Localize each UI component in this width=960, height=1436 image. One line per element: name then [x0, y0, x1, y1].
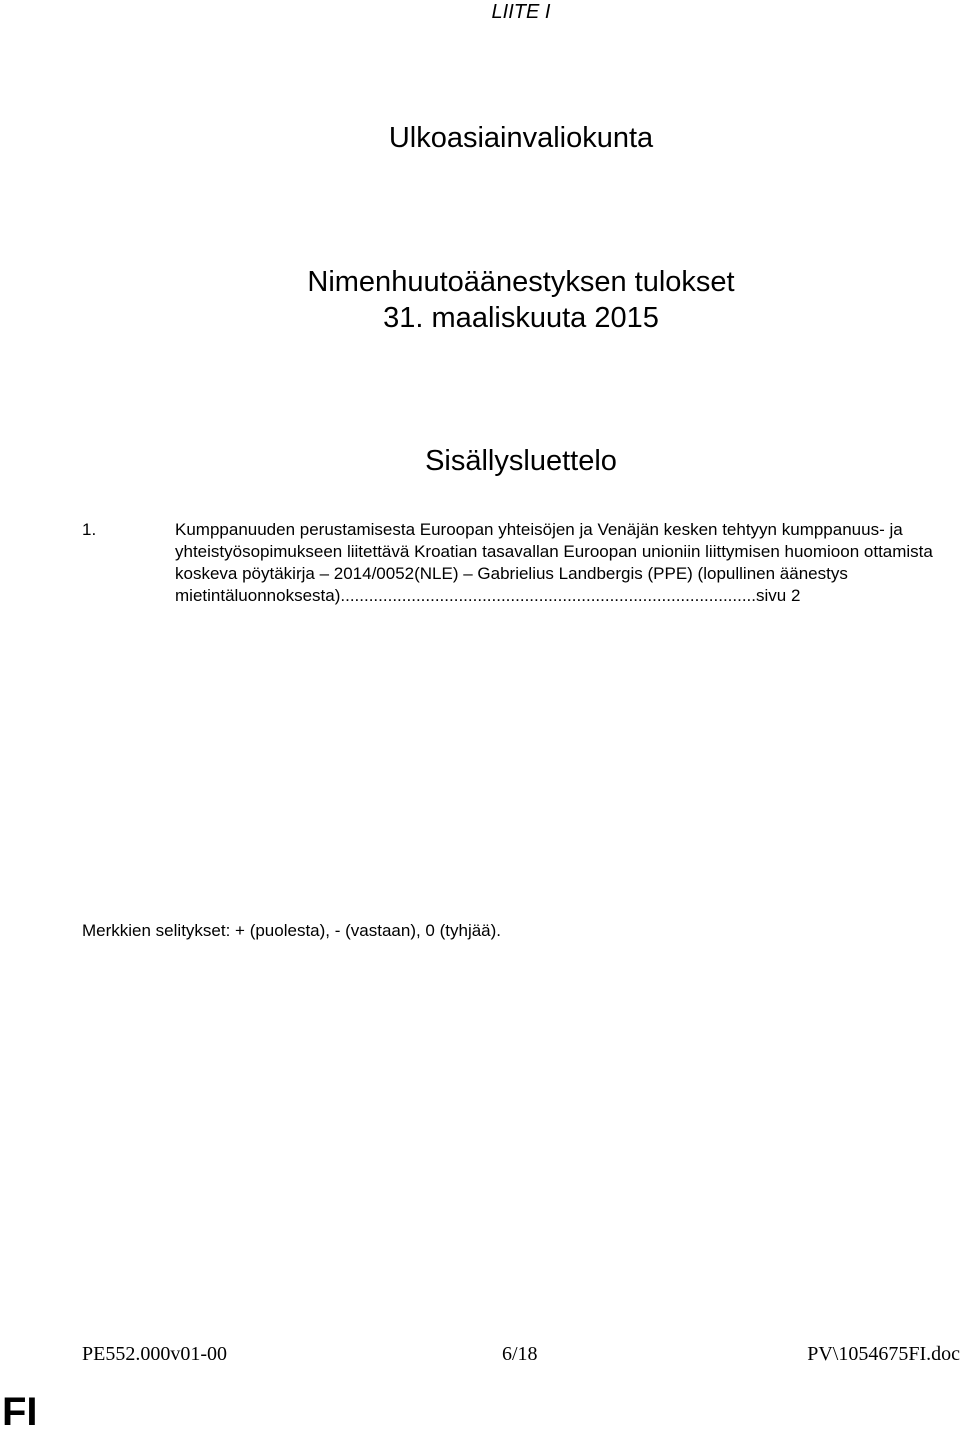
committee-title: Ulkoasiainvaliokunta	[388, 122, 654, 154]
footer-page-number: 6/18	[502, 1343, 538, 1365]
toc-entry-line: koskeva pöytäkirja – 2014/0052(NLE) – Gabrielius Landbergis (PPE) (lopullinen äänestys	[175, 564, 848, 583]
toc-entry-number: 1.	[82, 520, 97, 539]
toc-entry-line: Kumppanuuden perustamisesta Euroopan yhteisöjen ja Venäjän kesken tehtyyn kumppanuus- ja	[175, 520, 903, 539]
toc-heading: Sisällysluettelo	[425, 445, 617, 477]
document-date: 31. maaliskuuta 2015	[383, 302, 659, 334]
toc-entry-text	[175, 519, 952, 607]
language-code: FI	[2, 1390, 38, 1434]
toc-entry-line: mietintäluonnoksesta)........................................................................................sivu 2	[175, 586, 801, 605]
footer-document-name: PV\1054675FI.doc	[807, 1343, 960, 1365]
toc-entry-line: yhteistyösopimukseen liitettävä Kroatian tasavallan Euroopan unioniin liittymisen huomioon ottamista	[175, 542, 933, 561]
footer-reference: PE552.000v01-00	[82, 1343, 227, 1365]
annex-label: LIITE I	[491, 1, 551, 23]
document-subtitle: Nimenhuutoäänestyksen tulokset	[307, 266, 735, 298]
symbol-legend: Merkkien selitykset: + (puolesta), - (vastaan), 0 (tyhjää).	[82, 921, 502, 940]
